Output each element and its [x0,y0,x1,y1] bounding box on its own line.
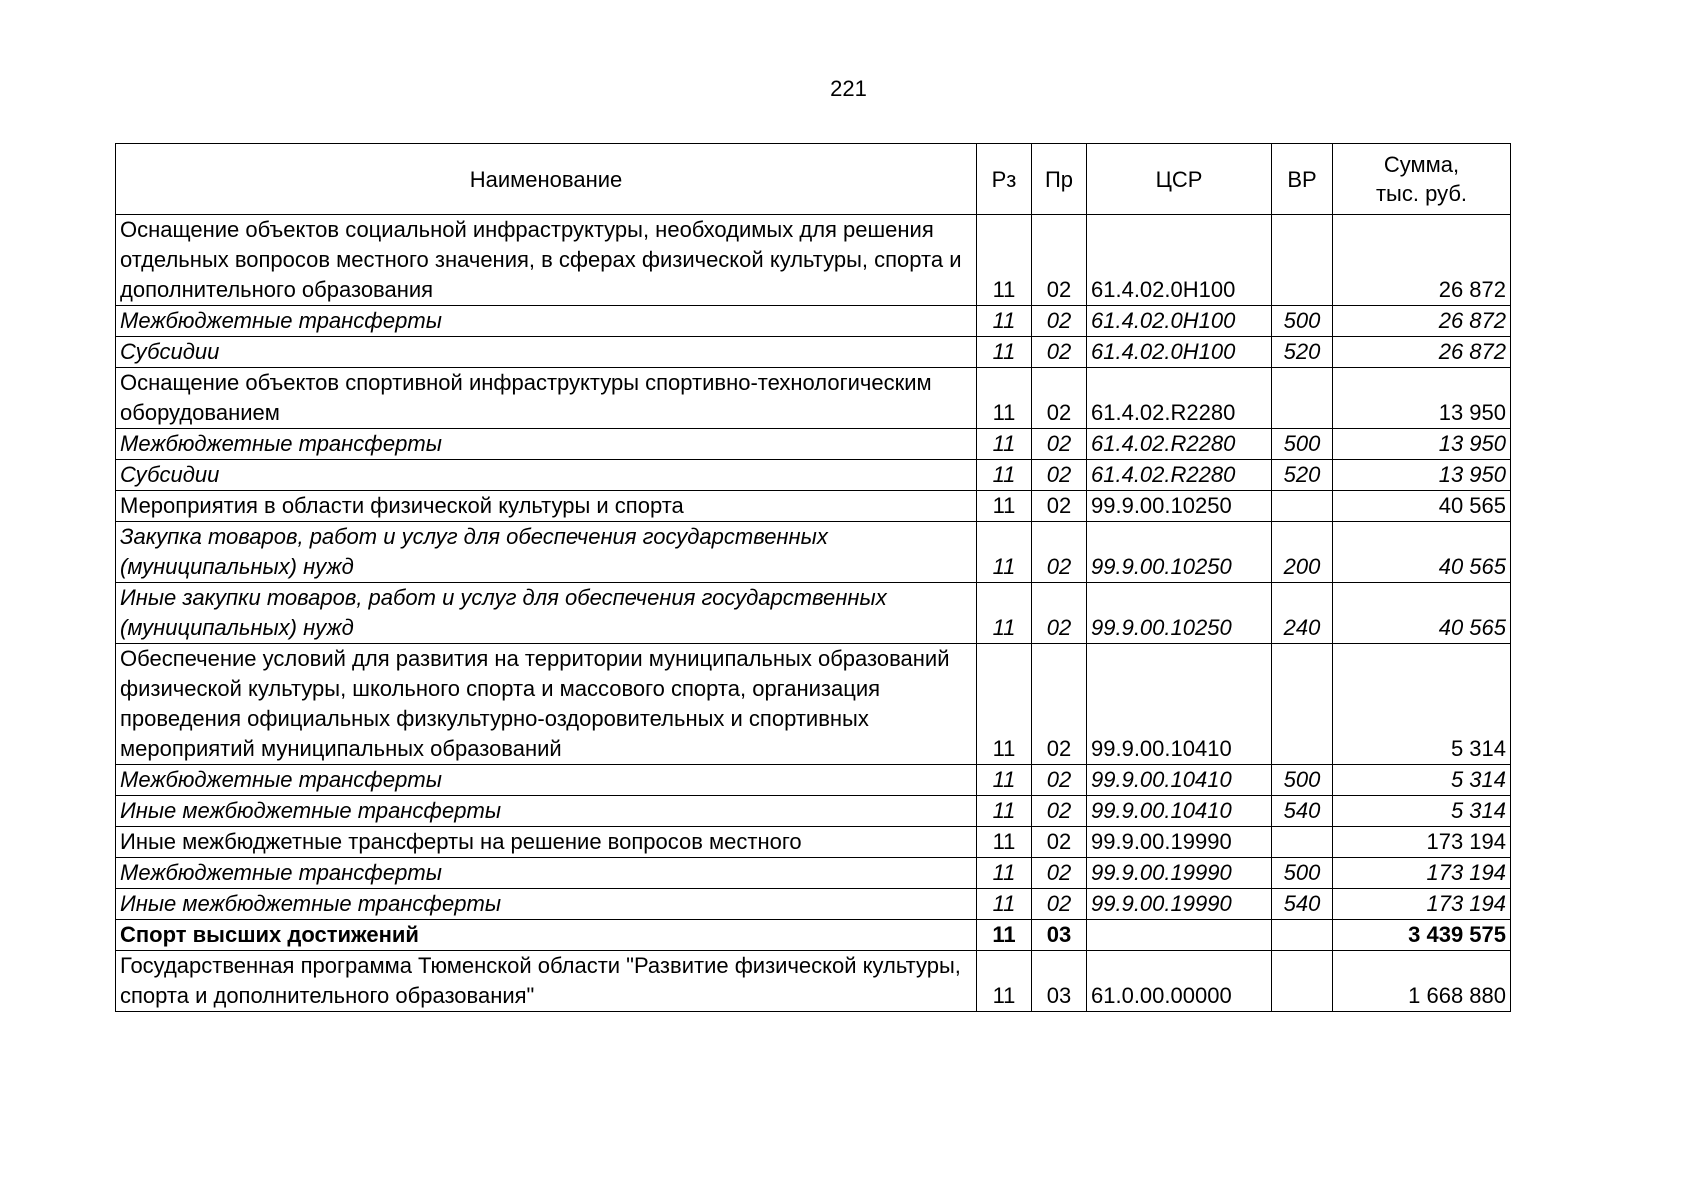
cell-name: Субсидии [116,337,977,368]
cell-name: Обеспечение условий для развития на территории муниципальных образований физической культуры, школьного спорта и массового спорта, организация проведения официальных физкультурно-оздоровительных и спортивных мероприятий муниципальных образований [116,644,977,765]
cell-sum: 5 314 [1333,644,1511,765]
table-body [116,215,1511,1012]
cell-rz: 11 [977,522,1032,583]
header-vr: ВР [1272,144,1333,215]
cell-pr: 02 [1032,858,1087,889]
cell-vr: 500 [1272,306,1333,337]
table-row [116,215,1511,306]
cell-sum: 5 314 [1333,765,1511,796]
cell-rz: 11 [977,765,1032,796]
cell-pr: 02 [1032,583,1087,644]
cell-rz: 11 [977,368,1032,429]
cell-pr: 02 [1032,796,1087,827]
cell-name: Межбюджетные трансферты [116,765,977,796]
cell-rz: 11 [977,951,1032,1012]
cell-name: Оснащение объектов социальной инфраструктуры, необходимых для решения отдельных вопросов местного значения, в сферах физической культуры, спорта и дополнительного образования [116,215,977,306]
cell-sum: 13 950 [1333,368,1511,429]
cell-vr [1272,920,1333,951]
cell-name: Субсидии [116,460,977,491]
cell-csr: 99.9.00.19990 [1087,858,1272,889]
cell-rz: 11 [977,215,1032,306]
table-row [116,920,1511,951]
cell-pr: 02 [1032,215,1087,306]
cell-name: Межбюджетные трансферты [116,429,977,460]
cell-csr: 61.4.02.R2280 [1087,368,1272,429]
cell-name: Межбюджетные трансферты [116,858,977,889]
cell-name: Иные закупки товаров, работ и услуг для обеспечения государственных (муниципальных) нужд [116,583,977,644]
cell-csr: 61.4.02.R2280 [1087,429,1272,460]
cell-sum: 13 950 [1333,460,1511,491]
cell-csr: 99.9.00.19990 [1087,889,1272,920]
cell-pr: 02 [1032,429,1087,460]
cell-csr: 61.4.02.0Н100 [1087,306,1272,337]
cell-csr: 99.9.00.10410 [1087,765,1272,796]
page-number: 221 [830,76,867,101]
cell-pr: 02 [1032,827,1087,858]
header-sum-line2: тыс. руб. [1375,181,1468,206]
cell-name: Спорт высших достижений [116,920,977,951]
cell-vr [1272,215,1333,306]
table-row [116,796,1511,827]
cell-pr: 02 [1032,460,1087,491]
cell-sum: 40 565 [1333,583,1511,644]
cell-sum: 26 872 [1333,215,1511,306]
cell-sum: 173 194 [1333,858,1511,889]
cell-pr: 02 [1032,368,1087,429]
cell-vr [1272,368,1333,429]
table-row [116,337,1511,368]
cell-name: Государственная программа Тюменской области "Развитие физической культуры, спорта и дополнительного образования" [116,951,977,1012]
header-pr: Пр [1032,144,1087,215]
table-row [116,368,1511,429]
cell-name: Иные межбюджетные трансферты на решение вопросов местного [116,827,977,858]
cell-csr: 99.9.00.10250 [1087,583,1272,644]
cell-rz: 11 [977,889,1032,920]
cell-csr: 61.0.00.00000 [1087,951,1272,1012]
cell-rz: 11 [977,858,1032,889]
cell-sum: 173 194 [1333,827,1511,858]
cell-rz: 11 [977,460,1032,491]
cell-vr [1272,951,1333,1012]
cell-vr: 240 [1272,583,1333,644]
table-header-row [116,144,1511,215]
cell-rz: 11 [977,920,1032,951]
cell-rz: 11 [977,491,1032,522]
table-row [116,491,1511,522]
cell-vr [1272,827,1333,858]
cell-csr: 99.9.00.10250 [1087,491,1272,522]
cell-pr: 02 [1032,337,1087,368]
table-row [116,522,1511,583]
cell-pr: 03 [1032,920,1087,951]
cell-vr: 520 [1272,460,1333,491]
cell-sum: 40 565 [1333,522,1511,583]
cell-name: Иные межбюджетные трансферты [116,796,977,827]
cell-pr: 02 [1032,889,1087,920]
cell-pr: 02 [1032,522,1087,583]
cell-name: Мероприятия в области физической культуры и спорта [116,491,977,522]
table-row [116,429,1511,460]
cell-name: Оснащение объектов спортивной инфраструктуры спортивно-технологическим оборудованием [116,368,977,429]
cell-pr: 02 [1032,491,1087,522]
cell-rz: 11 [977,583,1032,644]
table-row [116,306,1511,337]
cell-sum: 26 872 [1333,306,1511,337]
cell-name: Закупка товаров, работ и услуг для обеспечения государственных (муниципальных) нужд [116,522,977,583]
table-row [116,889,1511,920]
cell-vr: 540 [1272,796,1333,827]
header-csr: ЦСР [1087,144,1272,215]
cell-rz: 11 [977,337,1032,368]
cell-sum: 1 668 880 [1333,951,1511,1012]
cell-sum: 173 194 [1333,889,1511,920]
cell-vr: 500 [1272,765,1333,796]
cell-rz: 11 [977,827,1032,858]
cell-pr: 02 [1032,306,1087,337]
cell-vr [1272,644,1333,765]
header-sum [1333,144,1511,215]
cell-pr: 03 [1032,951,1087,1012]
cell-rz: 11 [977,644,1032,765]
cell-rz: 11 [977,306,1032,337]
table-row [116,583,1511,644]
cell-name: Межбюджетные трансферты [116,306,977,337]
cell-csr: 99.9.00.10410 [1087,796,1272,827]
cell-rz: 11 [977,796,1032,827]
cell-sum: 5 314 [1333,796,1511,827]
cell-csr: 61.4.02.0Н100 [1087,215,1272,306]
table-row [116,827,1511,858]
cell-csr: 99.9.00.10250 [1087,522,1272,583]
table-row [116,858,1511,889]
cell-csr: 99.9.00.19990 [1087,827,1272,858]
cell-vr [1272,491,1333,522]
table-row [116,460,1511,491]
cell-sum: 40 565 [1333,491,1511,522]
table-row [116,765,1511,796]
cell-name: Иные межбюджетные трансферты [116,889,977,920]
cell-vr: 500 [1272,429,1333,460]
cell-vr: 200 [1272,522,1333,583]
cell-csr: 61.4.02.0Н100 [1087,337,1272,368]
header-rz: Рз [977,144,1032,215]
cell-csr: 99.9.00.10410 [1087,644,1272,765]
cell-vr: 520 [1272,337,1333,368]
cell-sum: 26 872 [1333,337,1511,368]
cell-sum: 3 439 575 [1333,920,1511,951]
cell-csr [1087,920,1272,951]
cell-vr: 540 [1272,889,1333,920]
cell-csr: 61.4.02.R2280 [1087,460,1272,491]
cell-sum: 13 950 [1333,429,1511,460]
cell-pr: 02 [1032,644,1087,765]
cell-rz: 11 [977,429,1032,460]
header-sum-line1: Сумма, [1383,152,1460,177]
table-row [116,951,1511,1012]
header-name: Наименование [116,144,977,215]
budget-table [115,143,1511,1012]
cell-vr: 500 [1272,858,1333,889]
cell-pr: 02 [1032,765,1087,796]
table-row [116,644,1511,765]
